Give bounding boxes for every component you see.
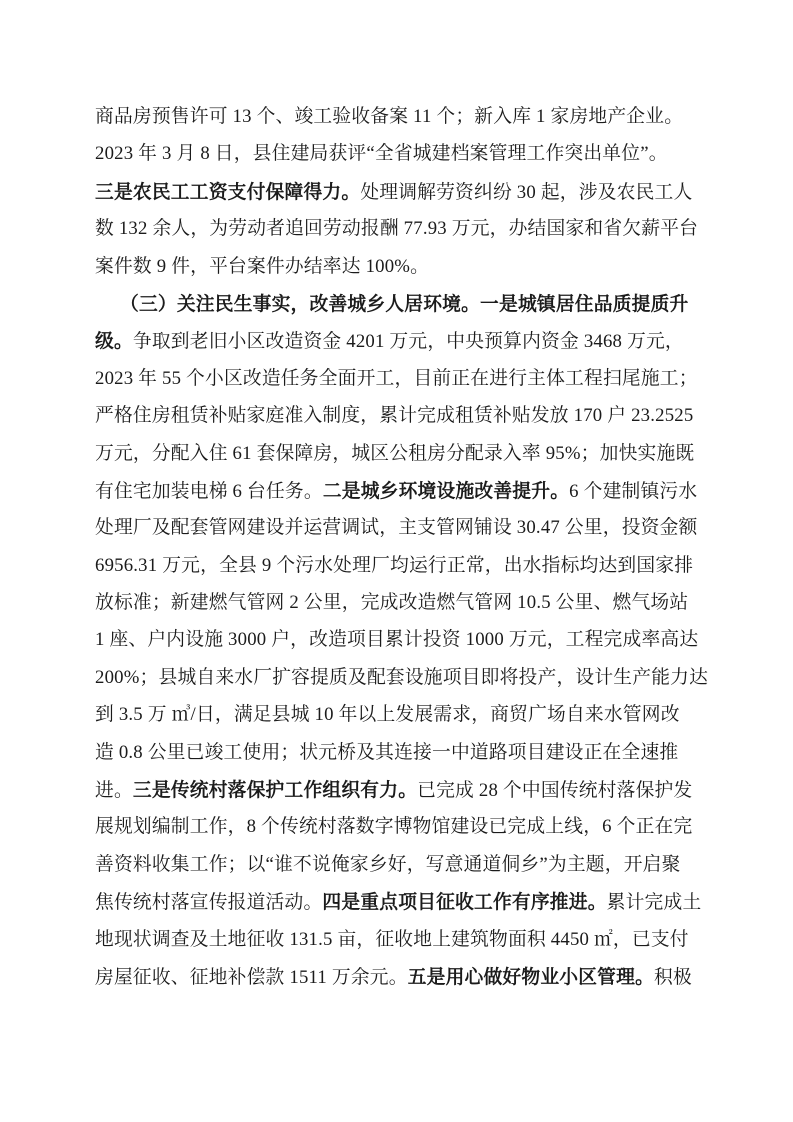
text-run: 严格住房租赁补贴家庭准入制度，累计完成租赁补贴发放 170 户 23.2525: [95, 405, 694, 427]
bold-heading-run: （三）关注民生事实，改善城乡人居环境。一是城镇居住品质提质升: [120, 292, 689, 314]
text-run: 6 个建制镇污水: [569, 480, 698, 502]
bold-heading-run: 级。: [95, 330, 133, 352]
text-line: [95, 547, 760, 584]
text-run: 处理调解劳资纠纷 30 起，涉及农民工人: [360, 181, 693, 203]
text-run: 展规划编制工作，8 个传统村落数字博物馆建设已完成上线，6 个正在完: [95, 816, 693, 838]
text-run: 商品房预售许可 13 个、竣工验收备案 11 个；新入库 1 家房地产企业。: [95, 106, 684, 127]
text-line: [95, 98, 760, 135]
text-line: [95, 808, 760, 845]
text-run: 200%；县城自来水厂扩容提质及配套设施项目即将投产，设计生产能力达: [95, 666, 709, 688]
bold-heading-run: 二是城乡环境设施改善提升。: [322, 479, 570, 501]
text-run: 放标准；新建燃气管网 2 公里，完成改造燃气管网 10.5 公里、燃气场站: [95, 592, 689, 614]
text-line: [95, 135, 760, 172]
text-line: [95, 958, 760, 995]
text-line: [95, 509, 760, 546]
bold-heading-run: 三是传统村落保护工作组织有力。: [132, 779, 418, 801]
text-run: 房屋征收、征地补偿款 1511 万余元。: [95, 966, 408, 988]
text-line: [95, 435, 760, 472]
text-line: [95, 846, 760, 883]
text-run: 造 0.8 公里已竣工使用；状元桥及其连接一中道路项目建设正在全速推: [95, 741, 679, 763]
text-run: 1 座、户内设施 3000 户，改造项目累计投资 1000 万元，工程完成率高达: [95, 629, 699, 651]
text-line: [95, 696, 760, 733]
text-line: [95, 771, 760, 808]
text-run: 2023 年 3 月 8 日，县住建局获评“全省城建档案管理工作突出单位”。: [95, 143, 668, 165]
text-run: 处理厂及配套管网建设并运营调试，主支管网铺设 30.47 公里，投资金额: [95, 517, 698, 539]
text-run: 万元，分配入住 61 套保障房，城区公租房分配录入率 95%；加快实施既: [95, 442, 695, 464]
bold-heading-run: 五是用心做好物业小区管理。: [407, 965, 655, 987]
text-run: 2023 年 55 个小区改造任务全面开工，目前正在进行主体工程扫尾施工；: [95, 367, 698, 389]
text-run: 案件数 9 件，平台案件办结率达 100%。: [95, 255, 430, 277]
text-run: 累计完成土: [606, 892, 702, 914]
text-run: 6956.31 万元，全县 9 个污水处理厂均运行正常，出水指标均达到国家排: [95, 554, 694, 576]
text-line: [95, 173, 760, 210]
text-line: [95, 621, 760, 658]
text-line: [95, 397, 760, 434]
text-line: [95, 659, 760, 696]
text-run: 地现状调查及土地征收 131.5 亩，征收地上建筑物面积 4450 ㎡，已支付: [95, 928, 689, 950]
text-run: 有住宅加装电梯 6 台任务。: [95, 480, 323, 502]
text-line: [95, 248, 760, 285]
text-line: [95, 322, 760, 359]
text-line: [95, 472, 760, 509]
text-run: 数 132 余人，为劳动者追回劳动报酬 77.93 万元，办结国家和省欠薪平台: [95, 218, 699, 240]
text-run: 善资料收集工作；以“谁不说俺家乡好，写意通道侗乡”为主题，开启聚: [95, 853, 681, 875]
text-run: 进。: [95, 780, 133, 802]
text-line: [95, 584, 760, 621]
text-run: 已完成 28 个中国传统村落保护发: [417, 780, 693, 802]
text-line: [95, 210, 760, 247]
text-line: [95, 883, 760, 920]
text-line: [95, 360, 760, 397]
text-run: 积极: [654, 966, 692, 988]
text-run: 焦传统村落宣传报道活动。: [95, 892, 323, 914]
text-line: [95, 734, 760, 771]
text-run: 争取到老旧小区改造资金 4201 万元，中央预算内资金 3468 万元，: [132, 331, 684, 353]
text-run: 到 3.5 万 ㎥/日，满足县城 10 年以上发展需求，商贸广场自来水管网改: [95, 704, 680, 726]
bold-heading-run: 三是农民工工资支付保障得力。: [95, 180, 361, 202]
text-line: [95, 921, 760, 958]
text-line: [95, 285, 760, 322]
bold-heading-run: 四是重点项目征收工作有序推进。: [322, 891, 607, 913]
document-text-block: [95, 98, 760, 995]
